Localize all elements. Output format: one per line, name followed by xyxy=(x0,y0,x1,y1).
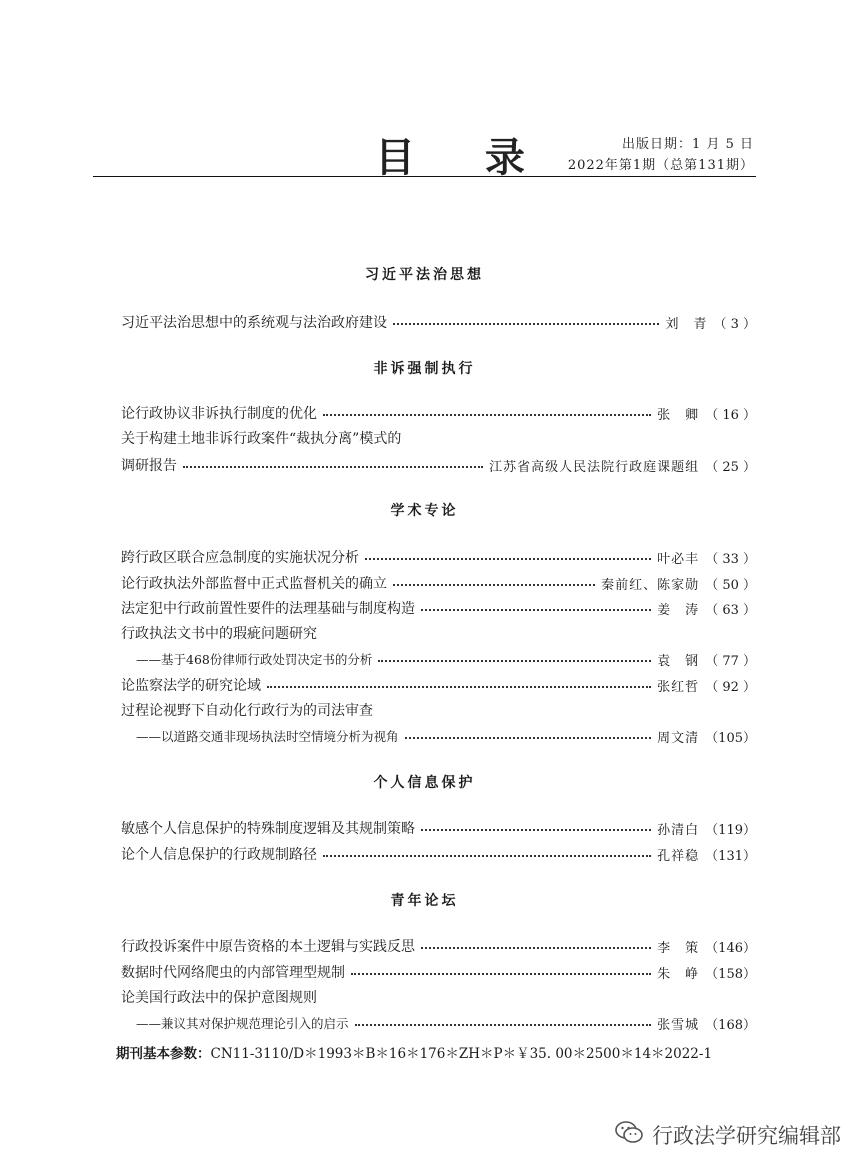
dot-leader xyxy=(421,609,651,611)
entry-page: （146） xyxy=(705,940,756,956)
section-heading: 个人信息保护 xyxy=(373,775,476,791)
entry-title-line[interactable]: 论美国行政法中的保护意图规则 xyxy=(121,990,317,1006)
toc-entry[interactable] xyxy=(121,572,756,594)
dot-leader xyxy=(393,323,659,325)
toc-entry[interactable] xyxy=(121,961,756,983)
toc-entry[interactable] xyxy=(121,597,756,619)
entry-title: 行政投诉案件中原告资格的本土逻辑与实践反思 xyxy=(121,939,415,955)
entry-page: （168） xyxy=(705,1017,756,1033)
toc-entry[interactable] xyxy=(121,817,756,839)
issue-number: 2022年第1期（总第131期） xyxy=(567,158,754,173)
entry-subtitle: ——以道路交通非现场执法时空情境分析为视角 xyxy=(136,729,399,744)
watermark xyxy=(614,1119,841,1150)
page-title: 目 录 xyxy=(375,135,553,181)
entry-author: 叶必丰 xyxy=(657,551,700,567)
dot-leader xyxy=(421,829,651,831)
dot-leader xyxy=(365,558,651,560)
dot-leader xyxy=(378,660,651,662)
toc-entry[interactable] xyxy=(121,402,756,424)
entry-title: 敏感个人信息保护的特殊制度逻辑及其规制策略 xyxy=(121,821,415,837)
entry-page: （ 25 ） xyxy=(705,459,756,475)
header-rule xyxy=(93,176,756,177)
entry-page: （ 77 ） xyxy=(705,653,756,669)
watermark-text: 行政法学研究编辑部 xyxy=(652,1123,841,1148)
toc-entry[interactable] xyxy=(121,843,756,865)
params-label: 期刊基本参数： xyxy=(116,1046,211,1062)
toc-entry[interactable] xyxy=(121,546,756,568)
entry-author: 江苏省高级人民法院行政庭课题组 xyxy=(489,459,700,475)
params-value: CN11-3110/D＊1993＊B＊16＊176＊ZH＊P＊￥35. 00＊2500＊14＊2022-1 xyxy=(210,1046,713,1062)
entry-title: 跨行政区联合应急制度的实施状况分析 xyxy=(121,550,359,566)
entry-title: 习近平法治思想中的系统观与法治政府建设 xyxy=(121,315,387,331)
entry-author: 孔祥稳 xyxy=(657,848,700,864)
entry-page: （ 50 ） xyxy=(705,577,756,593)
entry-author: 张 卿 xyxy=(657,407,700,423)
entry-title: 论监察法学的研究论域 xyxy=(121,678,261,694)
entry-author: 朱 峥 xyxy=(657,966,700,982)
section-heading: 学术专论 xyxy=(390,503,459,519)
dot-leader xyxy=(323,855,651,857)
entry-author: 姜 涛 xyxy=(657,602,700,618)
entry-page: （ 3 ） xyxy=(713,316,756,332)
toc-entry[interactable] xyxy=(121,674,756,696)
entry-page: （ 92 ） xyxy=(705,679,756,695)
wechat-icon xyxy=(614,1119,652,1150)
entry-page: （158） xyxy=(705,966,756,982)
entry-title: 调研报告 xyxy=(121,458,177,474)
entry-subtitle: ——兼议其对保护规范理论引入的启示 xyxy=(136,1016,349,1031)
entry-page: （131） xyxy=(705,848,756,864)
entry-title: 论个人信息保护的行政规制路径 xyxy=(121,847,317,863)
entry-author: 李 策 xyxy=(657,940,700,956)
toc-entry[interactable] xyxy=(121,311,756,333)
publish-date: 出版日期：1 月 5 日 xyxy=(622,137,754,152)
section-heading: 习近平法治思想 xyxy=(365,267,484,283)
toc-entry[interactable] xyxy=(136,725,756,747)
entry-subtitle: ——基于468份律师行政处罚决定书的分析 xyxy=(136,652,373,667)
entry-author: 秦前红、陈家勋 xyxy=(601,577,700,593)
section-heading: 青年论坛 xyxy=(390,893,459,909)
entry-page: （ 16 ） xyxy=(705,407,756,423)
entry-page: （105） xyxy=(705,730,756,746)
toc-entry[interactable] xyxy=(136,648,756,670)
entry-author: 张红哲 xyxy=(657,679,700,695)
entry-title: 论行政执法外部监督中正式监督机关的确立 xyxy=(121,576,387,592)
entry-author: 周文清 xyxy=(657,730,700,746)
entry-author: 刘 青 xyxy=(665,316,708,332)
toc-entry[interactable] xyxy=(121,935,756,957)
entry-author: 张雪城 xyxy=(657,1017,700,1033)
journal-parameters xyxy=(116,1042,712,1062)
dot-leader xyxy=(355,1024,652,1026)
dot-leader xyxy=(421,947,651,949)
entry-page: （ 63 ） xyxy=(705,602,756,618)
section-heading: 非诉强制执行 xyxy=(373,361,476,377)
entry-title: 论行政协议非诉执行制度的优化 xyxy=(121,406,317,422)
entry-title: 数据时代网络爬虫的内部管理型规制 xyxy=(121,965,345,981)
toc-entry[interactable] xyxy=(121,454,756,476)
dot-leader xyxy=(267,686,651,688)
toc-entry[interactable] xyxy=(136,1012,756,1034)
dot-leader xyxy=(323,414,651,416)
dot-leader xyxy=(405,737,652,739)
entry-page: （ 33 ） xyxy=(705,551,756,567)
entry-title-line[interactable]: 关于构建土地非诉行政案件“裁执分离”模式的 xyxy=(121,431,402,447)
dot-leader xyxy=(393,584,595,586)
dot-leader xyxy=(351,973,651,975)
dot-leader xyxy=(183,466,483,468)
entry-page: （119） xyxy=(705,822,756,838)
entry-author: 孙清白 xyxy=(657,822,700,838)
entry-title: 法定犯中行政前置性要件的法理基础与制度构造 xyxy=(121,601,415,617)
entry-author: 袁 钢 xyxy=(657,653,700,669)
entry-title-line[interactable]: 行政执法文书中的瑕疵问题研究 xyxy=(121,626,317,642)
entry-title-line[interactable]: 过程论视野下自动化行政行为的司法审查 xyxy=(121,703,373,719)
